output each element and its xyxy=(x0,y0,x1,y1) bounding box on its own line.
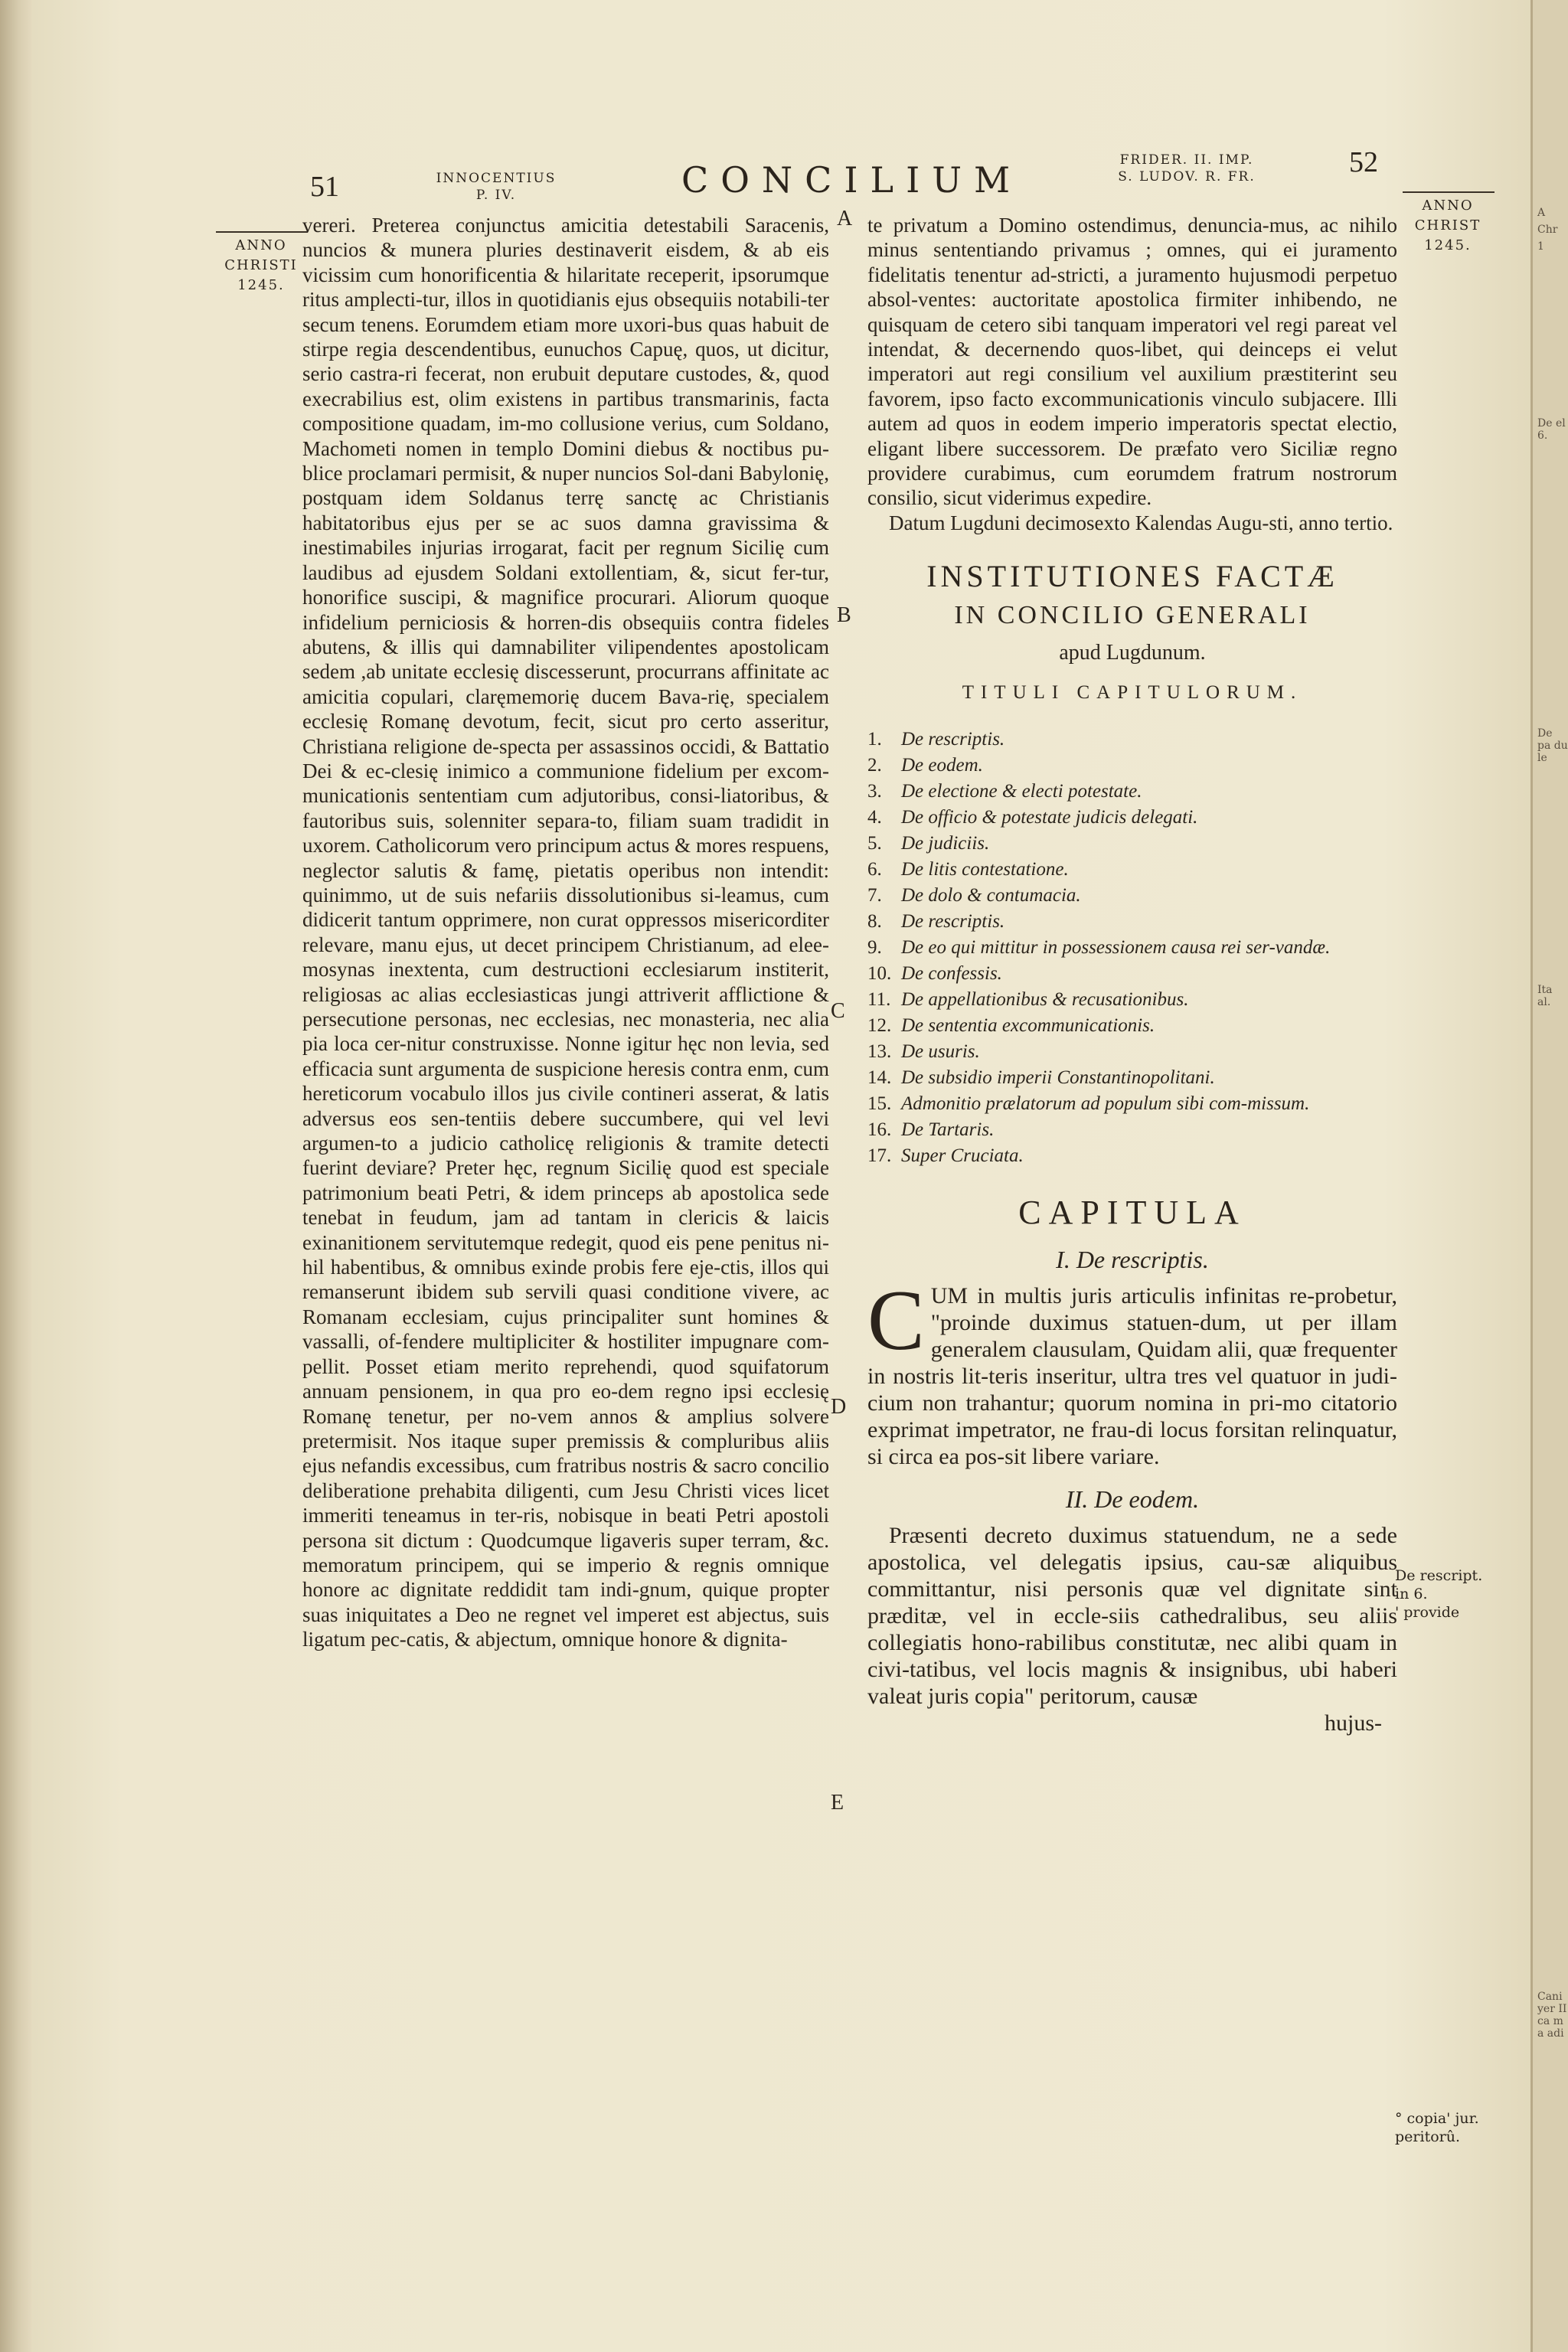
toc-text: De dolo & contumacia. xyxy=(901,885,1081,906)
drop-cap: C xyxy=(867,1273,925,1369)
chapter-1-title: I. De rescriptis. xyxy=(1056,1246,1209,1274)
toc-number: 10. xyxy=(867,963,892,985)
table-of-contents xyxy=(867,727,1397,1169)
catchword: hujus- xyxy=(1325,1710,1382,1736)
toc-item xyxy=(867,779,1397,805)
left-margin-year-note xyxy=(211,236,311,296)
toc-number: 3. xyxy=(867,781,882,802)
section-place: apud Lugdunum. xyxy=(1059,641,1206,665)
right-page-number: 52 xyxy=(1349,146,1378,178)
next-page-edge xyxy=(1530,0,1568,2352)
toc-text: De appellationibus & recusationibus. xyxy=(901,989,1189,1011)
edge-note: Cani yer II ca m a adi xyxy=(1537,1991,1567,2040)
section-letter-c: C xyxy=(831,999,845,1023)
table-of-contents-title: TITULI CAPITULORUM. xyxy=(962,682,1303,704)
toc-number: 2. xyxy=(867,755,882,776)
body-paragraph: te privatum a Domino ostendimus, denuncia-mus, ac nihilo minus sententiando privamus ; omnes, qui ei juramento fidelitatis tenentur ad-stricti, a juramento hujusmodi perpetuo absol-ventes: auctoritate apostolica firmiter inhibendo, ne quisquam de cetero sibi tanquam imperatori vel regi pareat vel intendat, & decernendo quos-libet, qui deinceps ei velut imperatori aut regi consilium vel auxilium præstiterint seu favorem, ipso facto excommunicationis vinculo subjacere. Illi autem ad quos in eodem imperio imperatoris spectat electio, eligant libere successorem. De præfato vero Siciliæ regno providere curabimus, cum eorumdem fratrum nostrorum consilio, sicut viderimus expedire. xyxy=(867,214,1397,510)
toc-number: 17. xyxy=(867,1145,892,1167)
toc-text: De eodem. xyxy=(901,755,983,776)
anno-label: ANNO xyxy=(235,237,287,253)
toc-text: De rescriptis. xyxy=(901,911,1005,933)
edge-note: A xyxy=(1537,207,1546,219)
section-letter-e: E xyxy=(831,1791,844,1815)
toc-text: De officio & potestate judicis delegati. xyxy=(901,807,1198,828)
toc-text: De subsidio imperii Constantinopolitani. xyxy=(901,1067,1215,1089)
toc-item xyxy=(867,909,1397,935)
note-line: ° copia' jur. xyxy=(1395,2110,1479,2127)
edge-note: Ita al. xyxy=(1537,984,1553,1008)
toc-item xyxy=(867,1143,1397,1169)
toc-text: De rescriptis. xyxy=(901,729,1005,750)
toc-number: 5. xyxy=(867,833,882,854)
toc-number: 11. xyxy=(867,989,891,1011)
toc-item xyxy=(867,727,1397,753)
toc-item xyxy=(867,753,1397,779)
right-runner-bottom: S. LUDOV. R. FR. xyxy=(1118,169,1256,185)
year-label: 1245. xyxy=(1424,237,1472,253)
toc-item xyxy=(867,831,1397,857)
section-letter-d: D xyxy=(831,1395,847,1419)
chapter-1-text xyxy=(867,1273,1397,1470)
year-label: 1245. xyxy=(237,277,285,293)
edge-note: De el 6. xyxy=(1537,417,1566,442)
running-title: CONCILIUM xyxy=(681,159,1023,201)
toc-item xyxy=(867,1039,1397,1065)
toc-number: 1. xyxy=(867,729,882,750)
toc-text: Admonitio prælatorum ad populum sibi com-missum. xyxy=(901,1093,1310,1115)
left-runner-top: INNOCENTIUS xyxy=(436,171,557,186)
book-spine-edge xyxy=(0,0,34,2352)
right-text-column xyxy=(867,213,1397,1736)
dating-clause: Datum Lugduni decimosexto Kalendas Augu-sti, anno tertio. xyxy=(889,511,1393,534)
note-line: in 6. xyxy=(1395,1586,1428,1602)
left-runner-bottom: P. IV. xyxy=(475,188,517,203)
toc-text: De sententia excommunicationis. xyxy=(901,1015,1155,1037)
chapter-1-body: UM in multis juris articulis infinitas re-probetur, "proinde duximus statuen-dum, ut per illam generalem clausulam, Quidam alii, quæ frequenter in nostris lit-teris inseritur, ultra tres vel quatuor in judi-cium non trahantur; quorum nomina in pri-mo citatorio exprimat impetrator, ne frau-di locus forsitan relinquatur, si circa ea pos-sit libere variare. xyxy=(867,1283,1397,1470)
right-runner xyxy=(1095,152,1279,185)
toc-number: 14. xyxy=(867,1067,892,1089)
edge-note: De pa du le xyxy=(1537,727,1568,764)
toc-text: De usuris. xyxy=(901,1041,980,1063)
toc-item xyxy=(867,1065,1397,1091)
toc-number: 16. xyxy=(867,1119,892,1141)
edge-note: 1 xyxy=(1537,240,1544,253)
toc-number: 8. xyxy=(867,911,882,933)
toc-number: 9. xyxy=(867,937,882,959)
toc-number: 6. xyxy=(867,859,882,880)
toc-item xyxy=(867,883,1397,909)
toc-number: 13. xyxy=(867,1041,892,1063)
note-line: ' provide xyxy=(1395,1604,1460,1621)
section-letter-b: B xyxy=(837,603,851,627)
toc-item xyxy=(867,1117,1397,1143)
toc-text: De electione & electi potestate. xyxy=(901,781,1142,802)
margin-rule xyxy=(216,231,308,233)
toc-item xyxy=(867,987,1397,1013)
toc-item xyxy=(867,935,1397,961)
toc-text: De litis contestatione. xyxy=(901,859,1069,880)
toc-number: 4. xyxy=(867,807,882,828)
left-page-number: 51 xyxy=(310,171,339,203)
toc-number: 12. xyxy=(867,1015,892,1037)
toc-number: 15. xyxy=(867,1093,892,1115)
margin-note-rescriptis xyxy=(1395,1566,1502,1622)
christi-label: CHRISTI xyxy=(224,257,298,273)
left-runner xyxy=(420,170,573,204)
edge-note: Chr xyxy=(1537,224,1558,236)
toc-item xyxy=(867,961,1397,987)
christ-label: CHRIST xyxy=(1414,217,1481,234)
anno-label: ANNO xyxy=(1422,198,1474,214)
toc-item xyxy=(867,805,1397,831)
note-line: De rescript. xyxy=(1395,1567,1483,1584)
toc-number: 7. xyxy=(867,885,882,906)
toc-text: De eo qui mittitur in possessionem causa rei ser-vandæ. xyxy=(901,937,1331,959)
toc-text: De confessis. xyxy=(901,963,1002,985)
note-line: peritorû. xyxy=(1395,2128,1460,2145)
right-runner-top: FRIDER. II. IMP. xyxy=(1119,152,1254,168)
toc-item xyxy=(867,1091,1397,1117)
toc-item xyxy=(867,857,1397,883)
toc-text: De Tartaris. xyxy=(901,1119,995,1141)
margin-rule xyxy=(1403,191,1494,193)
section-letter-a: A xyxy=(837,207,853,230)
toc-text: Super Cruciata. xyxy=(901,1145,1024,1167)
right-margin-year-note xyxy=(1398,196,1498,256)
margin-note-copia xyxy=(1395,2109,1502,2146)
toc-text: De judiciis. xyxy=(901,833,990,854)
body-paragraph: vereri. Preterea conjunctus amicitia detestabili Saracenis, nuncios & munera pluries destinaverit eisdem, & ab eis vicissim cum honorificentia & hilaritate receperit, ipsorumque ritus amplecti-tur, illos in quotidianis ejus obsequiis notabili-ter secum tenens. Eorumdem etiam more uxori-bus quas habuit de stirpe regia descendentibus, eunuchos Capuę, quos, ut dicitur, serio castra-ri fecerat, non erubuit deputare custodes, &, quod execrabilius est, olim existens in partibus transmarinis, facta compositione quadam, im-mo collusione verius, cum Soldano, Machometi nomen in templo Domini diebus & noctibus pu-blice proclamari permisit, & nuper nuncios Sol-dani Babylonię, postquam idem Soldanus terrę sanctę ac Christianis habitatoribus ejus per se ac suos damna gravissima & inestimabiles injurias irrogarat, facit per regnum Sicilię cum laudibus ad ejusdem Soldani extollentiam, &, sicut fer-tur, honorifice suscipi, & magnifice procurari. Aliorum quoque infidelium perniciosis & horren-dis obsequiis contra fideles abutens, & illis qui damnabiliter vilipendentes apostolicam sedem ,ab unitate ecclesię discesserunt, procurrans affinitate ac amicitia copulari, claręmemorię ducem Bava-rię, specialem ecclesię Romanę devotum, fecit, sicut pro certo asseritur, Christiana religione de-specta per assassinos occidi, & Battatio Dei & ec-clesię inimico a communione fidelium per excom-municationis sententiam cum adjutoribus, consi-liatoribus, & fautoribus suis, solenniter separa-to, filiam suam tradidit in uxorem. Catholicorum vero principum actus & mores respuens, neglector salutis & famę, pietatis operibus non intendit: quinimmo, ut de suis nefariis dissolutionibus si-leamus, cum didicerit tantum opprimere, non curat oppressos misericorditer relevare, manu ejus, ut decet principem Christianum, ad elee-mosynas inextenta, cum destructioni ecclesiarum institerit, religiosas ac alias ecclesiasticas jungi attriverit afflictione & persecutione personas, nec ecclesias, nec monasteria, nec alia pia loca cer-nitur construxisse. Nonne igitur hęc non levia, sed efficacia sunt argumenta de suspicione heresis contra enm, cum hereticorum vocabulo illos jus civile contineri asserat, & latis adversus eos sen-tentiis debere succumbere, qui vel levi argumen-to a judicio catholicę religionis & tramite detecti fuerint deviare? Preter hęc, regnum Sicilię quod est speciale patrimonium beati Petri, & idem princeps ab apostolica sede tenebat in feudum, jam ad tantam in clericis & laicis exinanitionem servitutemque redegit, quod eis pene penitus ni-hil habentibus, & omnibus exinde probis fere eje-ctis, illos qui remanserunt ibidem sub servili quasi conditione vivere, ac Romanam ecclesiam, cujus principaliter sunt homines & vassalli, of-fendere multipliciter & hostiliter impugnare com-pellit. Posset etiam merito reprehendi, quod squifatorum annuam pensionem, in qua pro eo-dem regno ipsi ecclesię Romanę tenetur, per no-vem annos & amplius solvere pretermisit. Nos itaque super premissis & compluribus aliis ejus nefandis excessibus, cum fratribus nostris & sacro concilio deliberatione prehabita diligenti, cum Jesu Christi vices licet immeriti teneamus in ter-ris, nobisque in beati Petri apostoli persona sit dictum : Quodcumque ligaveris super terram, &c. memoratum principem, qui se imperio & regnis omnique honore ac dignitate reddidit tam indi-gnum, quique propter suas iniquitates a Deo ne regnet vel imperet est abjectus, suis ligatum pec-catis, & abjectum, omnique honore & dignita- xyxy=(302,214,829,1651)
section-heading: INSTITUTIONES FACTÆ xyxy=(926,559,1338,594)
chapter-2-text: Præsenti decreto duximus statuendum, ne a sede apostolica, vel delegatis ipsius, cau-sæ aliquibus committantur, nisi personis quæ vel dignitate sint præditæ, vel in eccle-siis cathedralibus, seu aliis collegiatis hono-rabilibus constitutæ, nec alibi quam in civi-tatibus, vel locis magnis & insignibus, ubi haberi valeat juris copia" peritorum, causæ xyxy=(867,1523,1397,1710)
capitula-heading: CAPITULA xyxy=(1018,1194,1246,1232)
section-subheading: IN CONCILIO GENERALI xyxy=(954,601,1311,630)
chapter-2-title: II. De eodem. xyxy=(1065,1485,1200,1514)
toc-item xyxy=(867,1013,1397,1039)
left-text-column xyxy=(302,213,829,1652)
